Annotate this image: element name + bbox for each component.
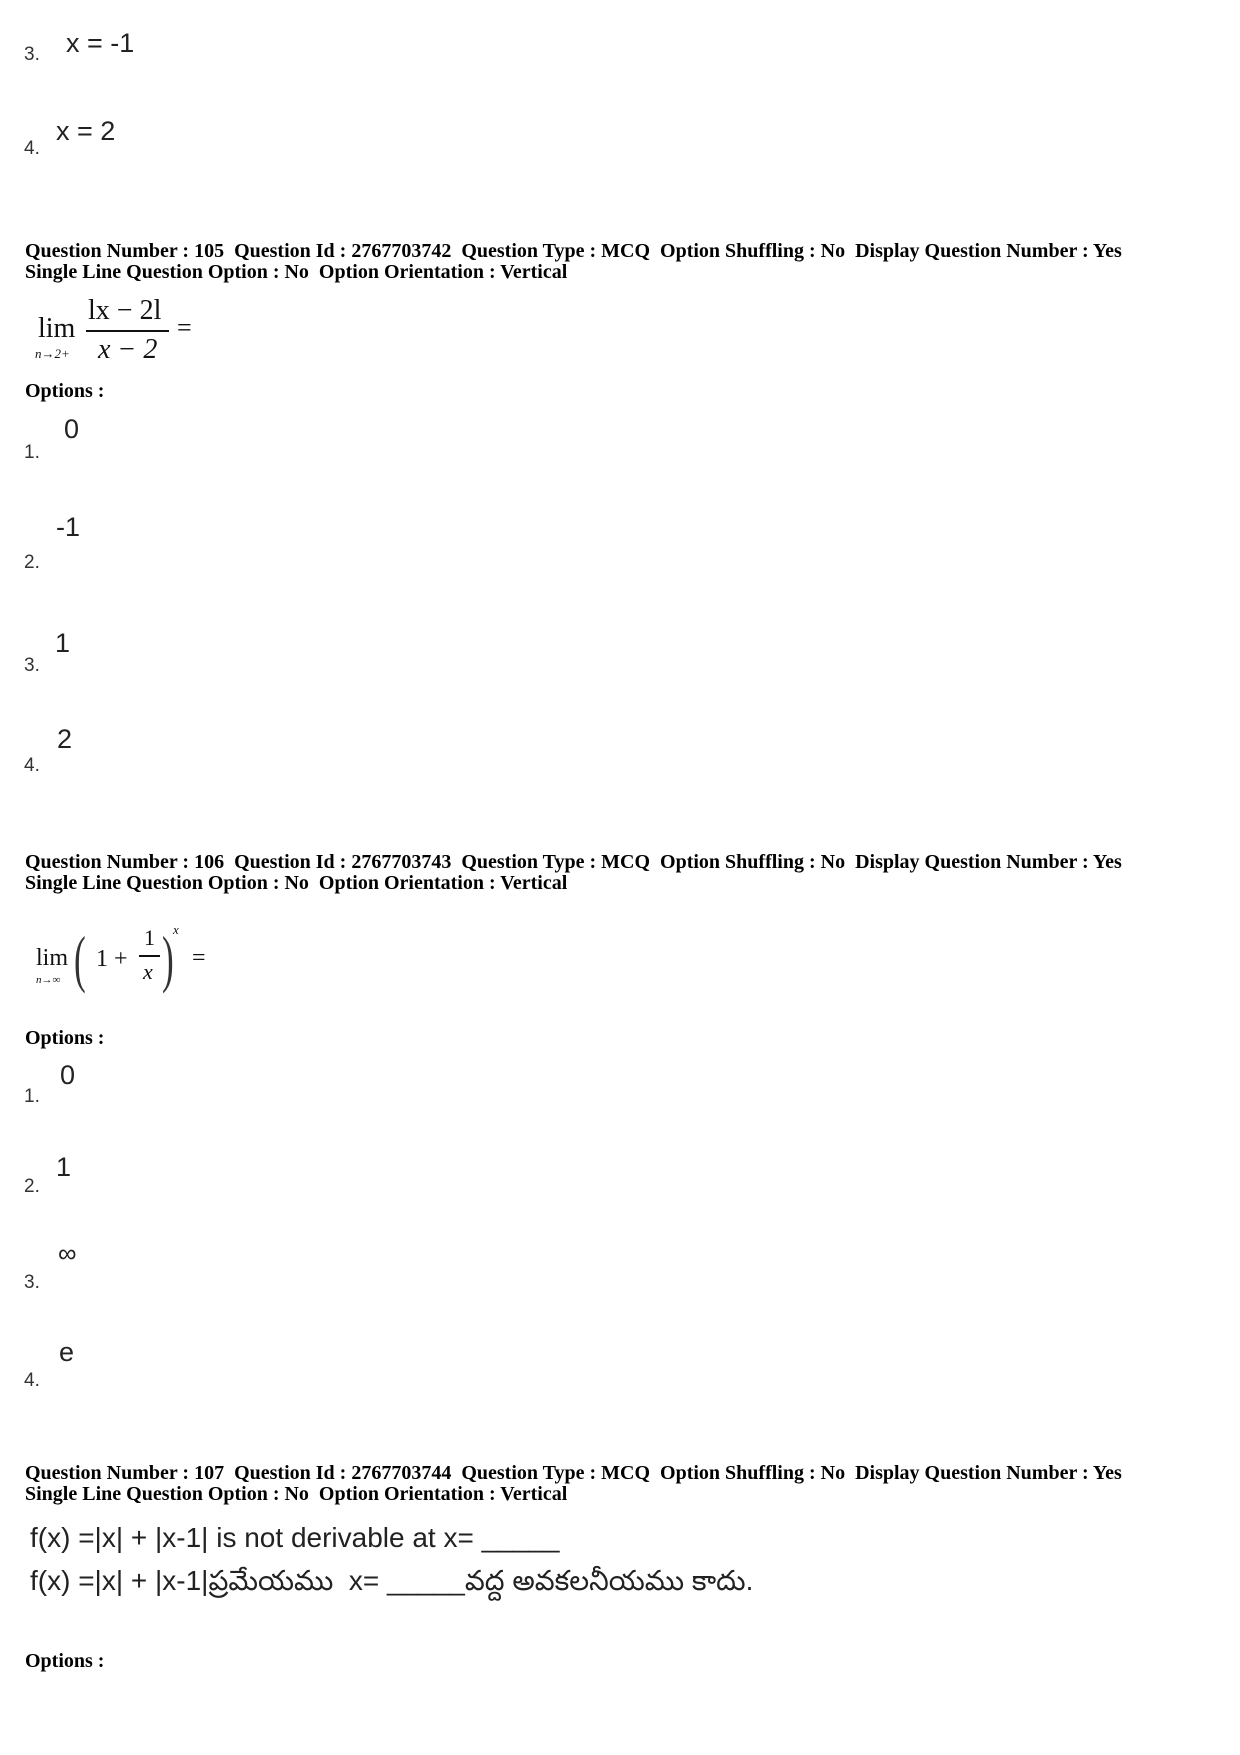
option-value: 0 bbox=[64, 414, 80, 444]
option-value: 1 bbox=[55, 628, 71, 658]
option-number: 2. bbox=[24, 552, 40, 573]
option-number: 3. bbox=[24, 1272, 40, 1293]
option-value: 1 bbox=[56, 1152, 72, 1182]
option-number: 1. bbox=[24, 442, 40, 463]
fraction-numerator: lx − 2l bbox=[88, 295, 162, 326]
exponent: x bbox=[173, 922, 179, 937]
question-meta-line2: Single Line Question Option : No Option Orientation : Vertical bbox=[25, 1483, 568, 1505]
fraction-denominator: x bbox=[143, 959, 153, 984]
option-value: e bbox=[59, 1337, 75, 1367]
fraction-bar bbox=[86, 330, 169, 332]
question-meta-line2: Single Line Question Option : No Option Orientation : Vertical bbox=[25, 261, 568, 283]
option-value: 0 bbox=[60, 1060, 76, 1090]
option-value: -1 bbox=[56, 512, 81, 542]
fraction-bar bbox=[139, 955, 160, 957]
lim-text: lim bbox=[36, 945, 69, 971]
option-number: 4. bbox=[24, 755, 40, 776]
lim-text: lim bbox=[38, 313, 76, 344]
left-paren: ( bbox=[74, 923, 86, 994]
right-paren: ) bbox=[162, 923, 174, 994]
option-number: 4. bbox=[24, 1370, 40, 1391]
option-number: 3. bbox=[24, 44, 40, 65]
options-label: Options : bbox=[25, 1650, 105, 1672]
question-text-telugu: f(x) =|x| + |x-1|ప్రమేయము x= _____వద్ద అవకలనీయము కాదు. bbox=[30, 1565, 754, 1596]
question-meta-line1: Question Number : 106 Question Id : 2767703743 Question Type : MCQ Option Shuffling : No Display Question Number : Yes bbox=[25, 851, 1122, 873]
question-meta-line1: Question Number : 105 Question Id : 2767703742 Question Type : MCQ Option Shuffling : No Display Question Number : Yes bbox=[25, 240, 1122, 262]
lim-subscript: n→2+ bbox=[35, 346, 70, 361]
option-number: 4. bbox=[24, 138, 40, 159]
equals-sign: = bbox=[177, 313, 192, 342]
option-number: 3. bbox=[24, 655, 40, 676]
option-number: 1. bbox=[24, 1086, 40, 1107]
option-value: ∞ bbox=[58, 1238, 77, 1268]
equals-sign: = bbox=[192, 945, 206, 971]
option-number: 2. bbox=[24, 1176, 40, 1197]
option-value: 2 bbox=[57, 724, 73, 754]
options-label: Options : bbox=[25, 1027, 105, 1049]
question-text-english: f(x) =|x| + |x-1| is not derivable at x= _____ bbox=[30, 1522, 560, 1553]
one-plus: 1 + bbox=[96, 946, 128, 972]
fraction-denominator: x − 2 bbox=[98, 334, 158, 365]
options-label: Options : bbox=[25, 380, 105, 402]
option-value: x = -1 bbox=[66, 28, 135, 58]
option-value: x = 2 bbox=[56, 116, 116, 146]
question-meta-line2: Single Line Question Option : No Option Orientation : Vertical bbox=[25, 872, 568, 894]
fraction-numerator: 1 bbox=[144, 925, 155, 950]
lim-subscript: n→∞ bbox=[36, 974, 61, 986]
question-meta-line1: Question Number : 107 Question Id : 2767703744 Question Type : MCQ Option Shuffling : No Display Question Number : Yes bbox=[25, 1462, 1122, 1484]
